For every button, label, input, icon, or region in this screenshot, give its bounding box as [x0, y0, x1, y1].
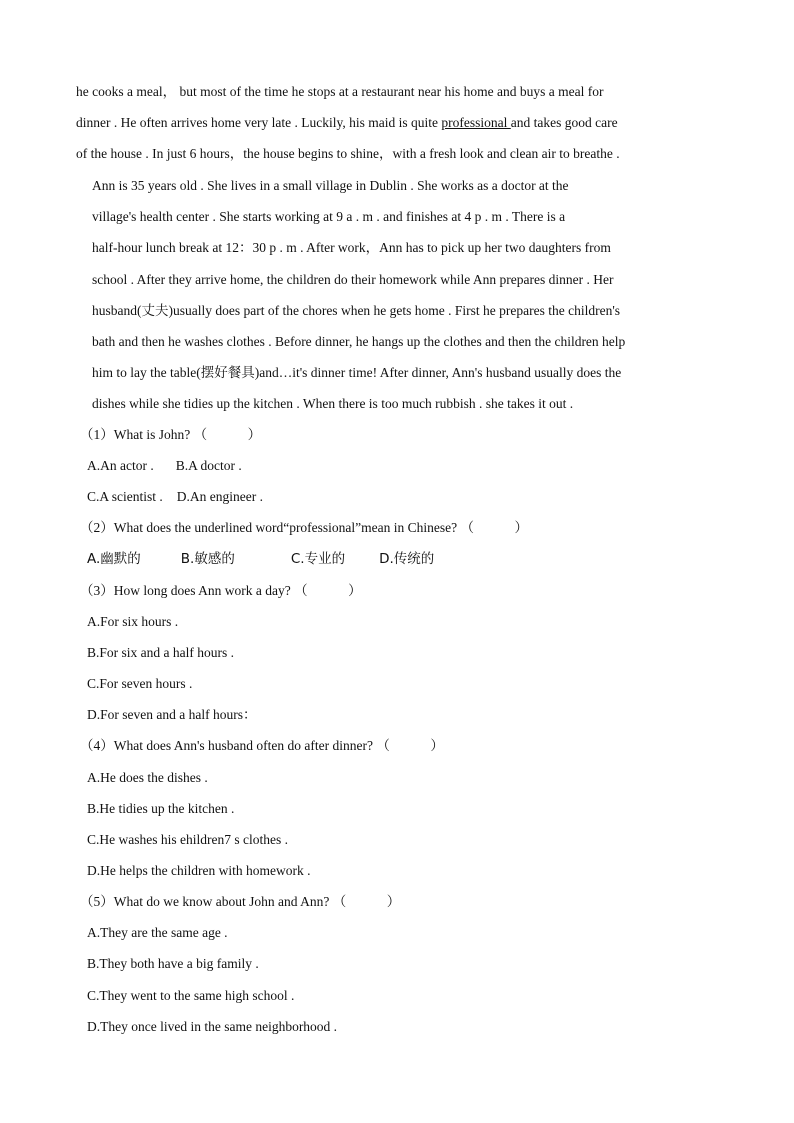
passage-paragraph-john [76, 76, 722, 170]
question-list [80, 419, 720, 1042]
answer-option: D.传统的 [379, 550, 435, 567]
answer-option: D.He helps the children with homework . [87, 862, 311, 878]
answer-option: A.They are the same age . [87, 925, 228, 941]
answer-option: D.They once lived in the same neighborhood . [87, 1018, 338, 1034]
passage-line: half-hour lunch break at 12：30 p . m . After work，Ann has to pick up her two daughters from [92, 240, 611, 256]
answer-option: C.A scientist . [87, 489, 163, 505]
passage-line: school . After they arrive home, the children do their homework while Ann prepares dinner . Her [92, 271, 614, 287]
question-stem: （5）What do we know about John and Ann? （ ） [80, 894, 401, 910]
underlined-word-professional: professional [441, 115, 511, 131]
answer-option: A.For six hours . [87, 613, 179, 629]
answer-option: B.敏感的 [180, 550, 235, 567]
passage-text: and takes good care [510, 115, 618, 131]
answer-option: B.For six and a half hours . [87, 644, 234, 660]
option-row [80, 450, 720, 481]
passage-line: he cooks a meal， but most of the time he stops at a restaurant near his home and buys a meal for [76, 84, 604, 99]
passage-line: of the house . In just 6 hours，the house begins to shine，with a fresh look and clean air to breathe . [76, 146, 620, 162]
passage-line: husband(丈夫)usually does part of the chores when he gets home . First he prepares the children's [92, 302, 621, 318]
answer-option: A.幽默的 [87, 550, 141, 567]
answer-option: C.For seven hours . [87, 676, 193, 692]
passage-line: dishes while she tidies up the kitchen . When there is too much rubbish . she takes it out . [92, 396, 574, 412]
answer-option: B.They both have a big family . [87, 956, 259, 972]
question-stem: （3）How long does Ann work a day? （ ） [80, 582, 362, 598]
option-row [80, 481, 720, 512]
answer-option: B.He tidies up the kitchen . [87, 800, 235, 816]
answer-option: C.专业的 [290, 550, 346, 567]
option-row [80, 544, 720, 575]
answer-option: A.An actor . [87, 458, 154, 474]
passage-line: Ann is 35 years old . She lives in a small village in Dublin . She works as a doctor at the [92, 178, 569, 193]
answer-option: D.An engineer . [176, 489, 263, 505]
answer-option: D.For seven and a half hours： [87, 707, 257, 723]
question-stem: （4）What does Ann's husband often do after dinner? （ ） [80, 738, 444, 754]
passage-line: village's health center . She starts working at 9 a . m . and finishes at 4 p . m . There is a [92, 209, 566, 225]
answer-option: A.He does the dishes . [87, 769, 208, 785]
answer-option: C.He washes his ehildren7 s clothes . [87, 831, 288, 847]
answer-option: C.They went to the same high school . [87, 987, 295, 1003]
passage-text: dinner . He often arrives home very late . Luckily, his maid is quite [76, 115, 442, 131]
question-stem: （2）What does the underlined word“professional”mean in Chinese? （ ） [80, 520, 529, 536]
passage-line: bath and then he washes clothes . Before dinner, he hangs up the clothes and then the children help [92, 334, 626, 350]
passage-paragraph-ann [76, 170, 722, 420]
passage-line: him to lay the table(摆好餐具)and…it's dinner time! After dinner, Ann's husband usually does the [92, 365, 622, 381]
answer-option: B.A doctor . [175, 458, 242, 474]
question-stem: （1）What is John? （ ） [80, 427, 262, 442]
passage-line [76, 107, 722, 138]
